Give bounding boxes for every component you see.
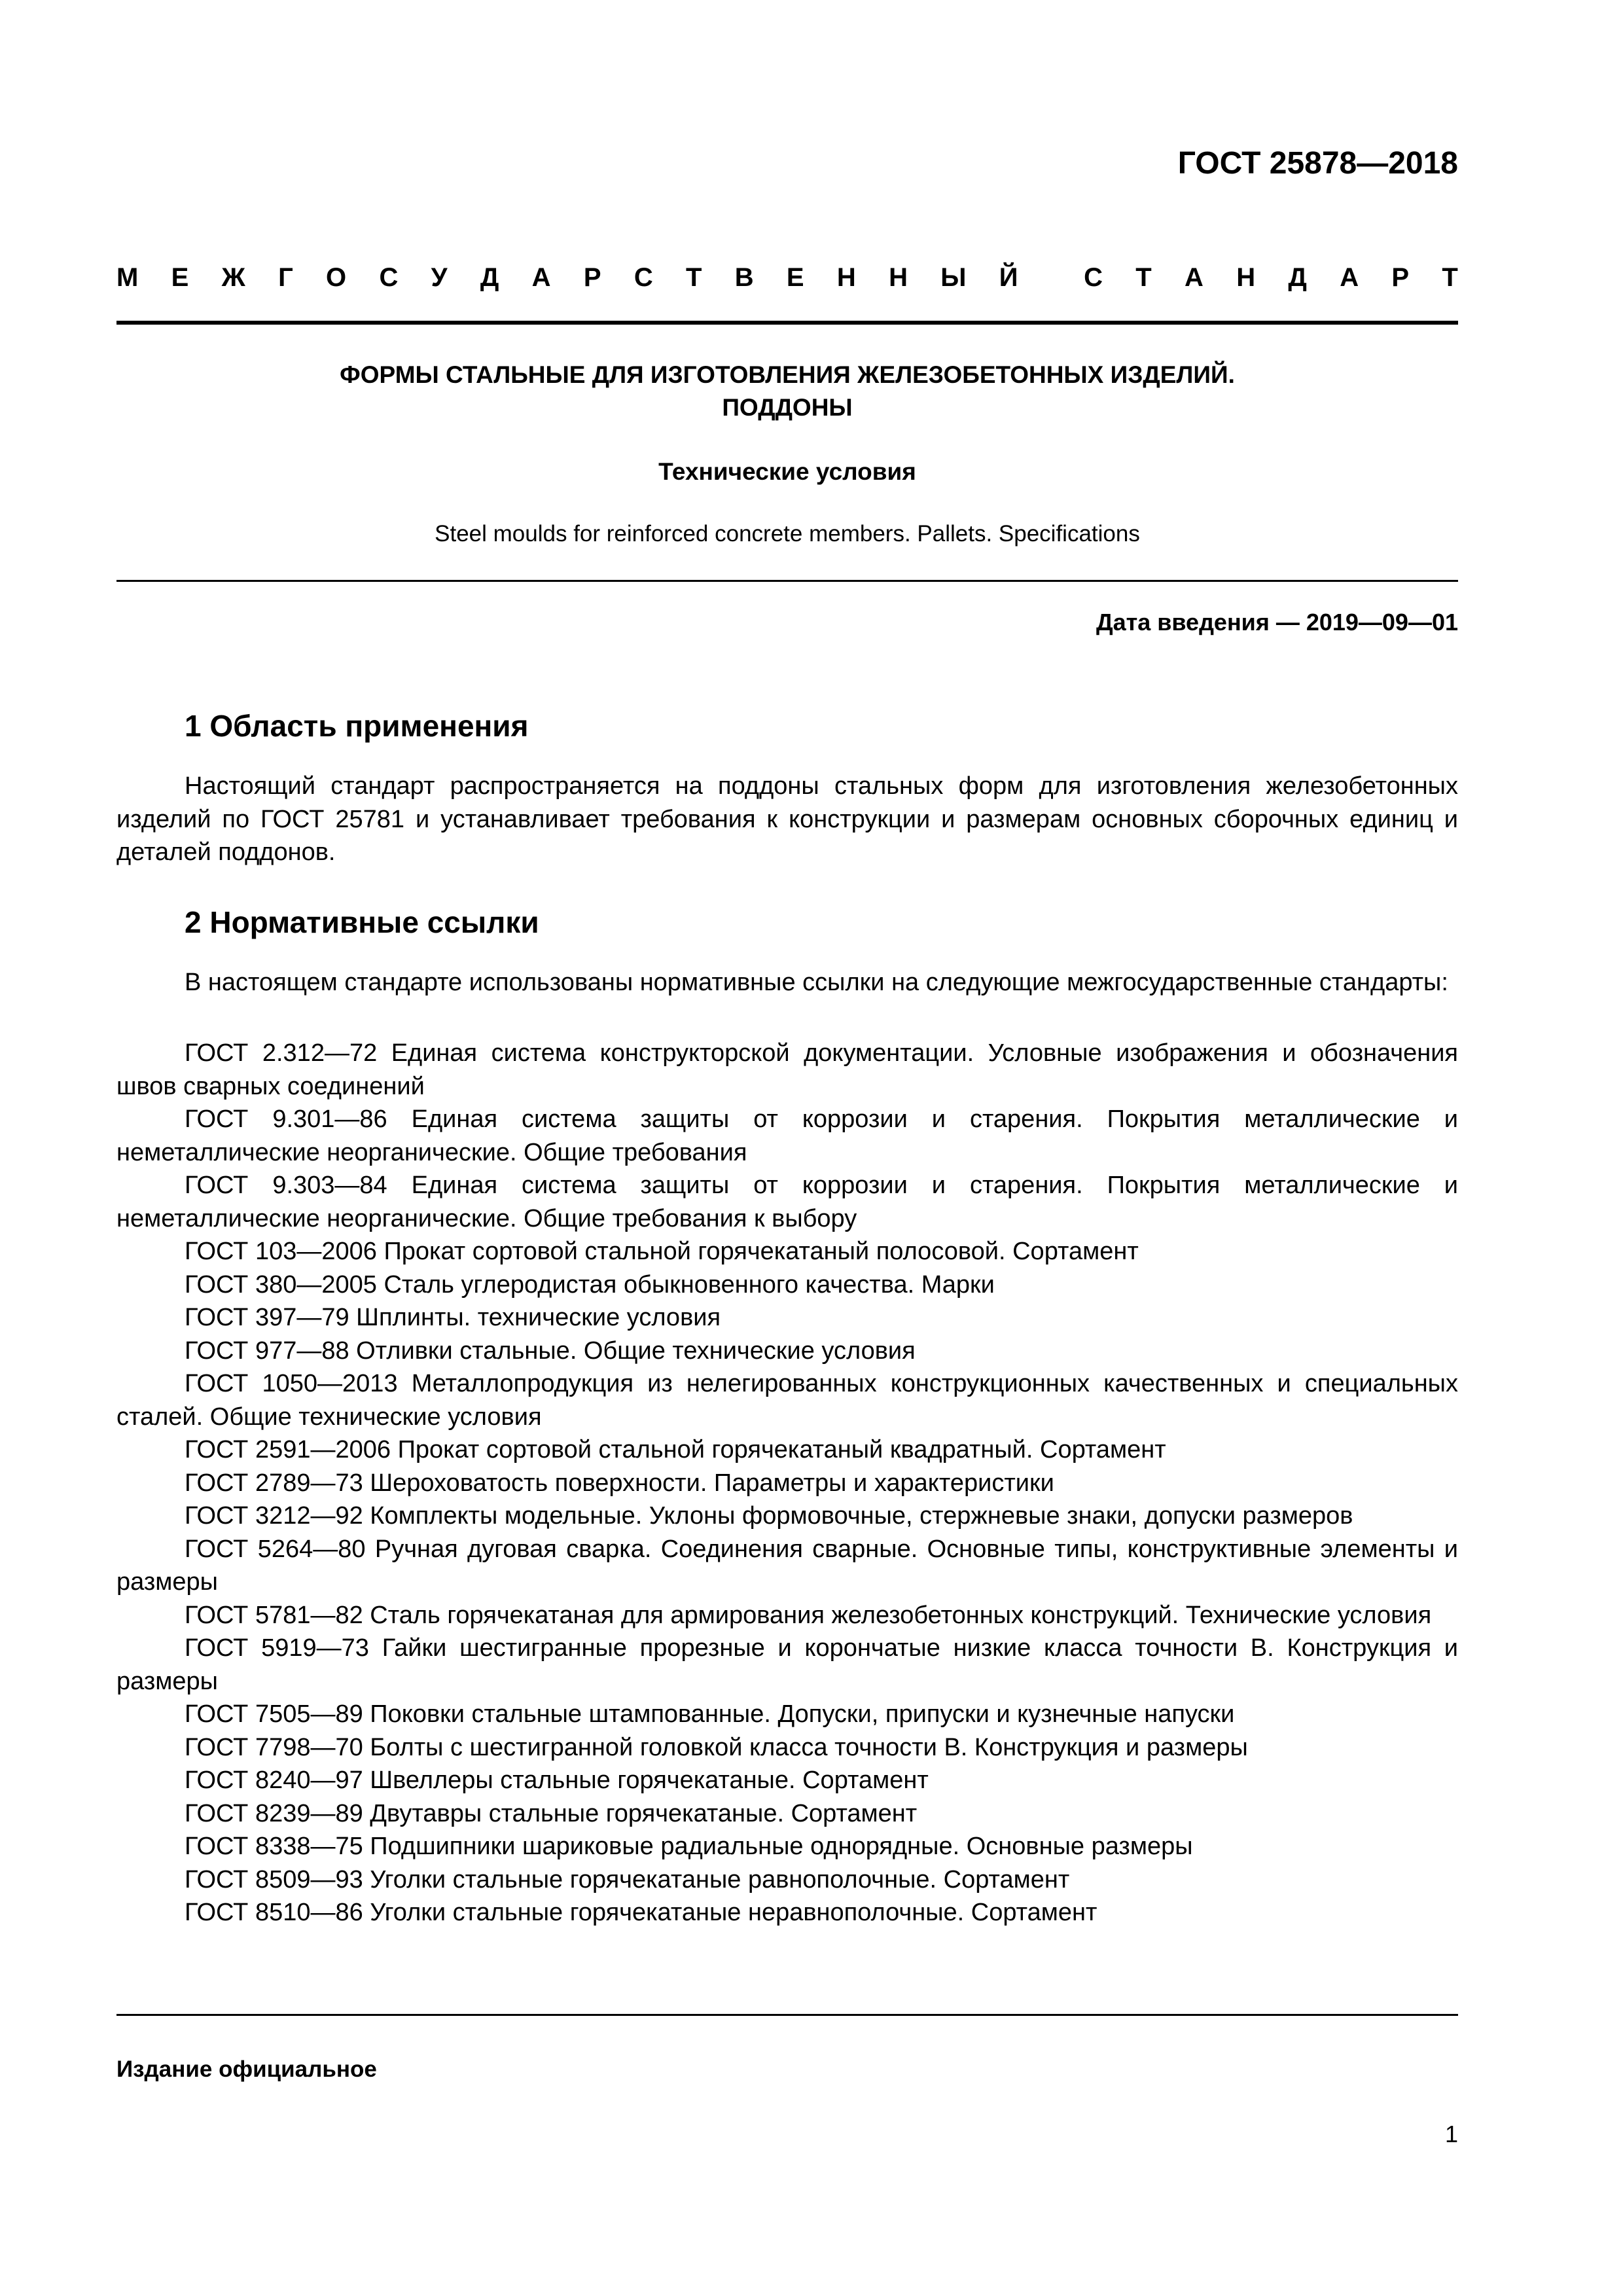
interstate-letter: Е [171,263,189,292]
reference-item: ГОСТ 2789—73 Шероховатость поверхности. Параметры и характеристики [185,1469,1054,1497]
interstate-letter: Т [1442,263,1458,292]
reference-item: ГОСТ 397—79 Шплинты. технические условия [185,1304,721,1331]
section-2-intro-paragraph: В настоящем стандарте использованы нормативные ссылки на следующие межгосударственные стандарты: [185,969,1448,996]
interstate-letter: Г [278,263,293,292]
reference-item: ГОСТ 9.303—84 Единая система защиты от коррозии и старения. Покрытия металлические и неметаллические неорганические. Общие требования к выбору [116,1172,1458,1232]
interstate-letter: Н [889,263,908,292]
header-rule [116,321,1458,325]
reference-item: ГОСТ 5264—80 Ручная дуговая сварка. Соединения сварные. Основные типы, конструктивные элементы и размеры [116,1535,1458,1596]
reference-item: ГОСТ 380—2005 Сталь углеродистая обыкновенного качества. Марки [185,1270,995,1299]
interstate-letter: Й [999,263,1018,292]
reference-item: ГОСТ 5781—82 Сталь горячекатаная для армирования железобетонных конструкций. Технические условия [185,1601,1432,1629]
page-number: 1 [1444,2121,1458,2147]
section-2-heading: 2 Нормативные ссылки [185,905,539,939]
interstate-letter: Д [1288,263,1307,292]
reference-item: ГОСТ 2.312—72 Единая система конструкторской документации. Условные изображения и обозначения швов сварных соединений [116,1039,1458,1100]
interstate-letter: М [116,263,139,292]
interstate-letter: У [431,263,448,292]
reference-item: ГОСТ 8510—86 Уголки стальные горячекатаные неравнополочные. Сортамент [185,1899,1097,1926]
interstate-letter: Р [1391,263,1410,292]
official-edition-label: Издание официальное [116,2056,377,2082]
section-1-heading: 1 Область применения [185,709,529,743]
title-line-2: ПОДДОНЫ [722,394,853,421]
interstate-letter: С [379,263,399,292]
interstate-letter: Т [1135,263,1152,292]
interstate-letter: О [326,263,347,292]
reference-item: ГОСТ 8338—75 Подшипники шариковые радиальные однорядные. Основные размеры [185,1833,1193,1860]
title-rule [116,580,1458,582]
interstate-letter: Е [786,263,804,292]
interstate-letter: Н [1236,263,1256,292]
gost-number: ГОСТ 25878—2018 [1177,146,1458,181]
reference-item: ГОСТ 103—2006 Прокат сортовой стальной горячекатаный полосовой. Сортамент [185,1238,1139,1265]
introduction-date: Дата введения — 2019—09—01 [1096,609,1458,636]
english-title: Steel moulds for reinforced concrete members. Pallets. Specifications [435,521,1140,547]
reference-item: ГОСТ 8509—93 Уголки стальные горячекатаные равнополочные. Сортамент [185,1865,1070,1893]
title-line-1: ФОРМЫ СТАЛЬНЫЕ ДЛЯ ИЗГОТОВЛЕНИЯ ЖЕЛЕЗОБЕТОННЫХ ИЗДЕЛИЙ. [340,361,1235,388]
interstate-letter: Ы [940,263,967,292]
interstate-letter: Т [686,263,702,292]
reference-item: ГОСТ 8240—97 Швеллеры стальные горячекатаные. Сортамент [185,1767,929,1794]
footer-rule [116,2014,1458,2016]
interstate-letter: А [531,263,551,292]
interstate-letter: Н [836,263,856,292]
section-1-body [116,770,1458,869]
interstate-letter: В [734,263,754,292]
section-2-intro [116,966,1458,999]
interstate-letter: А [1185,263,1204,292]
reference-item: ГОСТ 3212—92 Комплекты модельные. Уклоны формовочные, стержневые знаки, допуски размеров [185,1502,1353,1530]
interstate-letter: Р [583,263,601,292]
reference-item: ГОСТ 977—88 Отливки стальные. Общие технические условия [185,1336,916,1365]
section-1-paragraph: Настоящий стандарт распространяется на поддоны стальных форм для изготовления железобетонных изделий по ГОСТ 25781 и устанавливает требования к конструкции и размерам основных сборочных единиц и деталей поддонов. [116,772,1458,866]
reference-item: ГОСТ 2591—2006 Прокат сортовой стальной горячекатаный квадратный. Сортамент [185,1436,1166,1463]
interstate-standard-heading [116,263,1458,293]
reference-item: ГОСТ 5919—73 Гайки шестигранные прорезные и корончатые низкие класса точности В. Конструкция и размеры [116,1634,1458,1695]
reference-list [116,1037,1458,1929]
interstate-letter: Ж [221,263,245,292]
interstate-letter: С [633,263,653,292]
reference-item: ГОСТ 7798—70 Болты с шестигранной головкой класса точности В. Конструкция и размеры [185,1733,1248,1761]
reference-item: ГОСТ 9.301—86 Единая система защиты от коррозии и старения. Покрытия металлические и неметаллические неорганические. Общие требования [116,1105,1458,1166]
document-title [116,359,1458,424]
reference-item: ГОСТ 7505—89 Поковки стальные штампованные. Допуски, припуски и кузнечные напуски [185,1700,1235,1728]
interstate-letter: А [1340,263,1359,292]
interstate-letter: С [1084,263,1103,292]
reference-item: ГОСТ 1050—2013 Металлопродукция из нелегированных конструкционных качественных и специальных сталей. Общие технические условия [116,1370,1458,1431]
document-subtitle: Технические условия [658,458,916,485]
interstate-letter: Д [480,263,499,292]
reference-item: ГОСТ 8239—89 Двутавры стальные горячекатаные. Сортамент [185,1799,918,1827]
